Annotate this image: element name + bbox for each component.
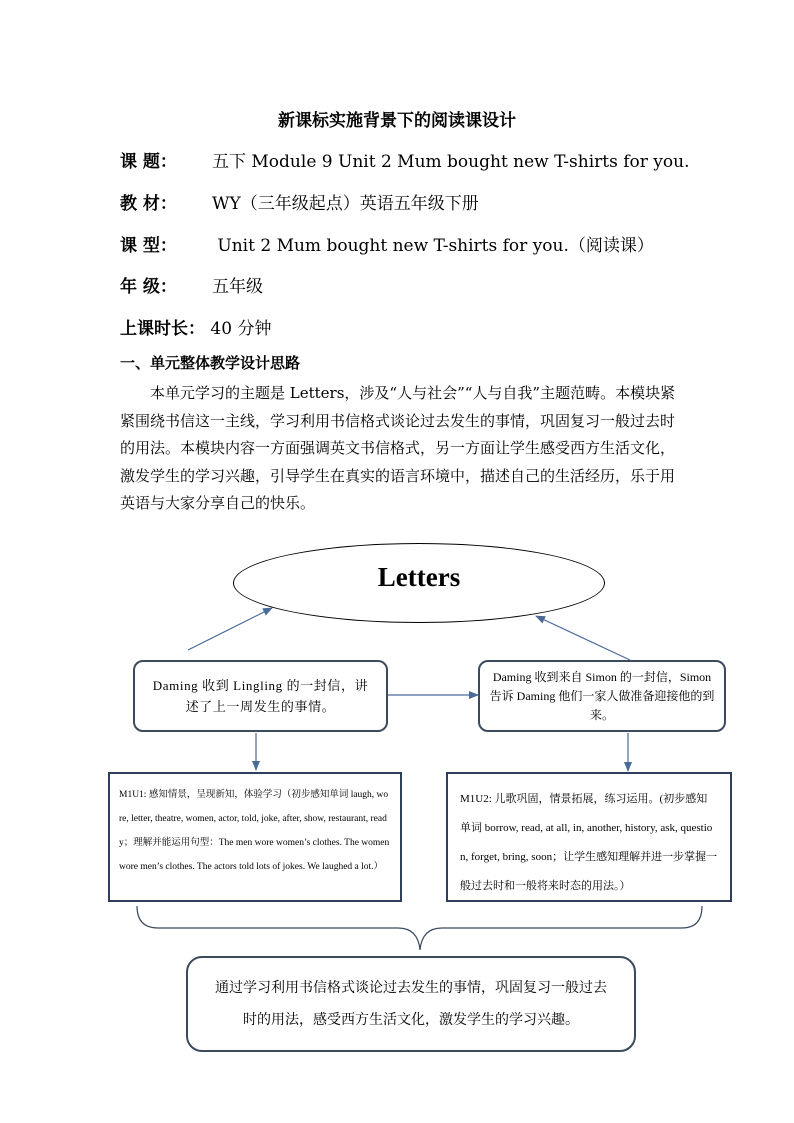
left-box [133,660,388,732]
field-duration-label: 上课时长： [120,319,205,339]
field-topic-value: 五下 Module 9 Unit 2 Mum bought new T-shirts for you. [212,152,690,172]
letters-label: Letters [377,562,461,592]
field-material-label: 教 材： [120,194,177,214]
field-topic-label: 课 题： [120,152,177,172]
document-title: 新课标实施背景下的阅读课设计 [278,111,516,131]
right-box [478,660,726,732]
right-detail-text: M1U2: 儿歌巩固，情景拓展，练习运用。(初步感知单词 borrow, read, at all, in, another, history, ask, question, forget, bring, soon；让学生感知理解并进一步掌握一般过去时和一般将来时态的用法。） [460,793,718,892]
field-grade-label: 年 级： [120,277,177,297]
body-paragraph: 本单元学习的主题是 Letters，涉及“人与社会”“人与自我”主题范畴。本模块紧紧围绕书信这一主线，学习利用书信格式谈论过去发生的事情，巩固复习一般过去时的用法。本模块内容一方面强调英文书信格式，另一方面让学生感受西方生活文化，激发学生的学习兴趣，引导学生在真实的语言环境中，描述自己的生活经历，乐于用英语与大家分享自己的快乐。 [120,384,676,512]
bottom-summary-box [186,956,636,1052]
field-type-label: 课 型： [120,236,177,256]
right-box-text: Daming 收到来自 Simon 的一封信，Simon 告诉 Daming 他们一家人做准备迎接他的到来。 [489,669,715,722]
arrow-left-to-letters [188,608,272,650]
left-box-text: Daming 收到 Lingling 的一封信，讲述了上一周发生的事情。 [152,678,369,714]
field-type-value: Unit 2 Mum bought new T-shirts for you.（阅读课） [212,236,654,256]
right-detail-box [446,772,732,902]
bottom-brace [137,906,702,950]
field-grade-value: 五年级 [212,277,263,297]
arrow-right-to-letters [536,616,630,660]
field-material-value: WY（三年级起点）英语五年级下册 [212,194,479,214]
left-detail-text: M1U1: 感知情景，呈现新知，体验学习（初步感知单词 laugh, wore, letter, theatre, women, actor, told, joke, after, show, restaurant, ready；理解并能运用句型：The men wore women’s clothes. The women wore men’s clothes. The actors told lots of jokes. We laughed a lot.） [119,790,390,872]
field-duration-value: 40 分钟 [205,319,272,339]
left-detail-box [108,772,402,902]
section-heading: 一、单元整体教学设计思路 [120,354,301,372]
bottom-summary-text: 通过学习利用书信格式谈论过去发生的事情，巩固复习一般过去时的用法，感受西方生活文化，激发学生的学习兴趣。 [215,980,607,1028]
